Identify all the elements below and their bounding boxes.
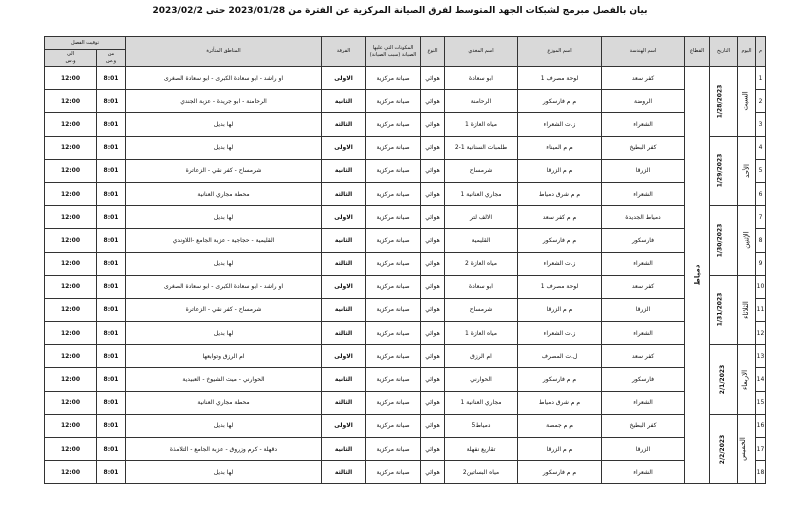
row-number: 14 [756, 368, 766, 391]
areas-cell: محطة مجاري العنانية [126, 391, 322, 414]
to-time-cell: 12:00 [45, 229, 97, 252]
day-cell [738, 136, 756, 206]
type-cell: هوائي [421, 298, 445, 321]
reason-cell: صيانة مركزية [366, 391, 421, 414]
feeder-cell: مياه العازة 1 [445, 322, 518, 345]
team-cell: الاولى [322, 136, 366, 159]
col-header-cut-time: توقيت الفصل [45, 37, 126, 50]
table-row [45, 368, 766, 391]
reason-cell: صيانة مركزية [366, 159, 421, 182]
team-cell: الثالثة [322, 461, 366, 484]
col-header-distributor: اسم الموزع [518, 37, 602, 67]
team-cell: الاولى [322, 345, 366, 368]
reason-cell: صيانة مركزية [366, 90, 421, 113]
areas-cell: او راشد - ابو سعادة الكبرى - ابو سعادة الصغرى [126, 275, 322, 298]
date-cell [710, 414, 738, 484]
day-label: الثلاثاء [742, 301, 751, 319]
type-cell: هوائي [421, 182, 445, 205]
to-unit: و.س [65, 58, 76, 64]
distributor-cell: لوحة مصرف 1 [518, 67, 602, 90]
feeder-cell: مجاري العنانية 1 [445, 182, 518, 205]
row-number: 8 [756, 229, 766, 252]
team-cell: الاولى [322, 67, 366, 90]
reason-cell: صيانة مركزية [366, 368, 421, 391]
table-row [45, 159, 766, 182]
date-label: 1/30/2023 [716, 223, 724, 258]
from-time-cell: 8:01 [97, 136, 126, 159]
date-cell [710, 67, 738, 137]
type-cell: هوائي [421, 67, 445, 90]
team-cell: الثالثة [322, 322, 366, 345]
date-cell [710, 206, 738, 276]
from-time-cell: 8:01 [97, 252, 126, 275]
distributor-cell: م م فارسكور [518, 90, 602, 113]
reason-cell: صيانة مركزية [366, 438, 421, 461]
type-cell: هوائي [421, 461, 445, 484]
team-cell: الثالثة [322, 252, 366, 275]
feeder-cell: ابو سعادة [445, 275, 518, 298]
to-time-cell: 12:00 [45, 438, 97, 461]
distributor-cell: ل.ت المصرف [518, 345, 602, 368]
col-header-team: الفرقة [322, 37, 366, 67]
row-number: 7 [756, 206, 766, 229]
areas-cell: او راشد - ابو سعادة الكبرى - ابو سعادة الصغرى [126, 67, 322, 90]
distributor-cell: م م الزرقا [518, 159, 602, 182]
engineering-cell: كفر سعد [602, 345, 685, 368]
distributor-cell: ز.ت الشعراء [518, 252, 602, 275]
col-header-to [45, 50, 97, 67]
from-time-cell: 8:01 [97, 182, 126, 205]
reason-cell: صيانة مركزية [366, 206, 421, 229]
distributor-cell: م م الزرقا [518, 298, 602, 321]
from-time-cell: 8:01 [97, 159, 126, 182]
distributor-cell: م م الميناء [518, 136, 602, 159]
col-header-n: م [756, 37, 766, 67]
date-label: 1/28/2023 [716, 84, 724, 119]
areas-cell: ام الرزق وتوابعها [126, 345, 322, 368]
type-cell: هوائي [421, 438, 445, 461]
table-row [45, 67, 766, 90]
reason-cell: صيانة مركزية [366, 298, 421, 321]
feeder-cell: الحوارني [445, 368, 518, 391]
to-time-cell: 12:00 [45, 206, 97, 229]
row-number: 3 [756, 113, 766, 136]
distributor-cell: م م كفر سعد [518, 206, 602, 229]
areas-cell: لها بديل [126, 252, 322, 275]
team-cell: الثالثة [322, 113, 366, 136]
table-row [45, 345, 766, 368]
engineering-cell: الزرقا [602, 159, 685, 182]
table-row [45, 229, 766, 252]
areas-cell: دقهلة - كرم وزروق - عزبة الجامع - التلامذة [126, 438, 322, 461]
feeder-cell: الرحامنة [445, 90, 518, 113]
team-cell: الثالثة [322, 391, 366, 414]
col-header-engineering: اسم الهندسة [602, 37, 685, 67]
reason-cell: صيانة مركزية [366, 345, 421, 368]
areas-cell: الحوارني - ميت الشيوخ - العبيدية [126, 368, 322, 391]
type-cell: هوائي [421, 345, 445, 368]
row-number: 12 [756, 322, 766, 345]
to-time-cell: 12:00 [45, 182, 97, 205]
engineering-cell: كفر البطيخ [602, 136, 685, 159]
to-time-cell: 12:00 [45, 275, 97, 298]
team-cell: الثانية [322, 438, 366, 461]
from-time-cell: 8:01 [97, 113, 126, 136]
to-time-cell: 12:00 [45, 368, 97, 391]
sector-cell [685, 67, 710, 484]
row-number: 1 [756, 67, 766, 90]
type-cell: هوائي [421, 368, 445, 391]
team-cell: الثانية [322, 229, 366, 252]
type-cell: هوائي [421, 414, 445, 437]
reason-cell: صيانة مركزية [366, 182, 421, 205]
to-time-cell: 12:00 [45, 90, 97, 113]
to-time-cell: 12:00 [45, 159, 97, 182]
feeder-cell: مياه العازة 2 [445, 252, 518, 275]
day-label: الخميس [739, 437, 748, 461]
feeder-cell: تقاريع نفهلة [445, 438, 518, 461]
table-row [45, 298, 766, 321]
distributor-cell: م م جمصة [518, 414, 602, 437]
row-number: 4 [756, 136, 766, 159]
engineering-cell: الشعراء [602, 252, 685, 275]
table-row [45, 438, 766, 461]
day-cell [738, 67, 756, 137]
areas-cell: شرمساح - كفر نقي - الزعاترة [126, 159, 322, 182]
type-cell: هوائي [421, 113, 445, 136]
engineering-cell: الشعراء [602, 182, 685, 205]
row-number: 18 [756, 461, 766, 484]
col-header-type: النوع [421, 37, 445, 67]
distributor-cell: م م فارسكور [518, 461, 602, 484]
to-label: الى [66, 51, 75, 57]
col-header-from [97, 50, 126, 67]
team-cell: الاولى [322, 275, 366, 298]
row-number: 11 [756, 298, 766, 321]
type-cell: هوائي [421, 391, 445, 414]
date-label: 2/1/2023 [718, 364, 726, 395]
distributor-cell: م م شرق دمياط [518, 391, 602, 414]
date-cell [710, 136, 738, 206]
areas-cell: شرمساح - كفر نقي - الزعاترة [126, 298, 322, 321]
from-time-cell: 8:01 [97, 298, 126, 321]
from-time-cell: 8:01 [97, 67, 126, 90]
row-number: 15 [756, 391, 766, 414]
engineering-cell: الروضة [602, 90, 685, 113]
from-unit: و.س [105, 58, 117, 64]
engineering-cell: الشعراء [602, 461, 685, 484]
reason-cell: صيانة مركزية [366, 229, 421, 252]
engineering-cell: كفر البطيخ [602, 414, 685, 437]
from-time-cell: 8:01 [97, 90, 126, 113]
date-label: 2/2/2023 [718, 434, 726, 464]
from-time-cell: 8:01 [97, 206, 126, 229]
team-cell: الاولى [322, 414, 366, 437]
feeder-cell: دمياط5 [445, 414, 518, 437]
engineering-cell: الشعراء [602, 113, 685, 136]
team-cell: الثانية [322, 159, 366, 182]
date-cell [710, 345, 738, 415]
engineering-cell: فارسكور [602, 368, 685, 391]
reason-cell: صيانة مركزية [366, 414, 421, 437]
day-cell [738, 206, 756, 276]
type-cell: هوائي [421, 136, 445, 159]
day-label: السبت [741, 91, 750, 111]
row-number: 10 [756, 275, 766, 298]
type-cell: هوائي [421, 90, 445, 113]
table-row [45, 461, 766, 484]
from-time-cell: 8:01 [97, 229, 126, 252]
feeder-cell: القليمية [445, 229, 518, 252]
distributor-cell: ز.ت الشعراء [518, 113, 602, 136]
distributor-cell: م م شرق دمياط [518, 182, 602, 205]
feeder-cell: شرمساح [445, 298, 518, 321]
from-time-cell: 8:01 [97, 322, 126, 345]
to-time-cell: 12:00 [45, 391, 97, 414]
areas-cell: لها بديل [126, 206, 322, 229]
table-row [45, 90, 766, 113]
to-time-cell: 12:00 [45, 461, 97, 484]
col-header-areas: المناطق المتأثرة [126, 37, 322, 67]
distributor-cell: م م فارسكور [518, 229, 602, 252]
areas-cell: لها بديل [126, 461, 322, 484]
feeder-cell: الالف لتر [445, 206, 518, 229]
feeder-cell: مياه البساتين2 [445, 461, 518, 484]
type-cell: هوائي [421, 159, 445, 182]
col-header-date: التاريخ [710, 37, 738, 67]
date-label: 1/29/2023 [716, 154, 724, 188]
day-label: الإثنين [742, 231, 751, 250]
col-header-day: اليوم [738, 37, 756, 67]
feeder-cell: مجاري العنانية 1 [445, 391, 518, 414]
reason-cell: صيانة مركزية [366, 113, 421, 136]
distributor-cell: لوحة مصرف 1 [518, 275, 602, 298]
distributor-cell: م م فارسكور [518, 368, 602, 391]
to-time-cell: 12:00 [45, 67, 97, 90]
team-cell: الاولى [322, 206, 366, 229]
reason-cell: صيانة مركزية [366, 67, 421, 90]
reason-cell: صيانة مركزية [366, 136, 421, 159]
engineering-cell: فارسكور [602, 229, 685, 252]
to-time-cell: 12:00 [45, 414, 97, 437]
table-row [45, 136, 766, 159]
type-cell: هوائي [421, 252, 445, 275]
table-row [45, 322, 766, 345]
to-time-cell: 12:00 [45, 113, 97, 136]
areas-cell: لها بديل [126, 136, 322, 159]
table-row [45, 182, 766, 205]
reason-cell: صيانة مركزية [366, 252, 421, 275]
to-time-cell: 12:00 [45, 298, 97, 321]
from-time-cell: 8:01 [97, 414, 126, 437]
feeder-cell: شرمساح [445, 159, 518, 182]
areas-cell: الرحامنة - ابو جريدة - عزبة الجندي [126, 90, 322, 113]
areas-cell: القليمية - حجاجية - عزبة الجامع -اللاوندي [126, 229, 322, 252]
engineering-cell: الشعراء [602, 322, 685, 345]
team-cell: الثانية [322, 298, 366, 321]
team-cell: الثالثة [322, 182, 366, 205]
schedule-body [45, 67, 766, 484]
feeder-cell: طلمبات السنانية 1-2 [445, 136, 518, 159]
reason-cell: صيانة مركزية [366, 275, 421, 298]
team-cell: الثانية [322, 368, 366, 391]
type-cell: هوائي [421, 275, 445, 298]
team-cell: الثانية [322, 90, 366, 113]
table-row [45, 113, 766, 136]
engineering-cell: كفر سعد [602, 275, 685, 298]
table-row [45, 414, 766, 437]
reason-cell: صيانة مركزية [366, 461, 421, 484]
row-number: 9 [756, 252, 766, 275]
document-title: بيان بالفصل مبرمج لشبكات الجهد المتوسط لفرق الصيانة المركزية عن الفترة من 2023/01/28 حتى 2023/02/2 [152, 6, 648, 16]
table-row [45, 275, 766, 298]
table-row [45, 206, 766, 229]
from-time-cell: 8:01 [97, 438, 126, 461]
engineering-cell: دمياط الجديدة [602, 206, 685, 229]
reason-cell: صيانة مركزية [366, 322, 421, 345]
from-time-cell: 8:01 [97, 461, 126, 484]
engineering-cell: الزرقا [602, 438, 685, 461]
areas-cell: لها بديل [126, 322, 322, 345]
areas-cell: لها بديل [126, 113, 322, 136]
distributor-cell: ز.ت الشعراء [518, 322, 602, 345]
feeder-cell: ابو سعادة [445, 67, 518, 90]
engineering-cell: كفر سعد [602, 67, 685, 90]
date-cell [710, 275, 738, 345]
to-time-cell: 12:00 [45, 345, 97, 368]
schedule-table [44, 36, 766, 484]
from-time-cell: 8:01 [97, 391, 126, 414]
row-number: 16 [756, 414, 766, 437]
feeder-cell: ام الرزق [445, 345, 518, 368]
day-cell [738, 345, 756, 415]
type-cell: هوائي [421, 206, 445, 229]
day-cell [738, 275, 756, 345]
to-time-cell: 12:00 [45, 252, 97, 275]
to-time-cell: 12:00 [45, 136, 97, 159]
row-number: 6 [756, 182, 766, 205]
areas-cell: محطة مجاري العنانية [126, 182, 322, 205]
type-cell: هوائي [421, 322, 445, 345]
sector-label: دمياط [693, 264, 701, 286]
engineering-cell: الزرقا [602, 298, 685, 321]
day-cell [738, 414, 756, 484]
table-row [45, 252, 766, 275]
areas-cell: لها بديل [126, 414, 322, 437]
row-number: 5 [756, 159, 766, 182]
to-time-cell: 12:00 [45, 322, 97, 345]
day-label: الاربعاء [740, 369, 749, 390]
from-label: من [107, 51, 115, 57]
feeder-cell: مياه العازة 1 [445, 113, 518, 136]
col-header-sector: القطاع [685, 37, 710, 67]
table-row [45, 391, 766, 414]
row-number: 2 [756, 90, 766, 113]
from-time-cell: 8:01 [97, 275, 126, 298]
date-label: 1/31/2023 [716, 293, 724, 327]
day-label: الأحد [742, 163, 751, 178]
col-header-feeder: اسم المغذي [445, 37, 518, 67]
row-number: 13 [756, 345, 766, 368]
from-time-cell: 8:01 [97, 345, 126, 368]
col-header-reason: المكونات التي عليها الصيانة (سبب الصيانة) [366, 37, 421, 67]
from-time-cell: 8:01 [97, 368, 126, 391]
engineering-cell: الشعراء [602, 391, 685, 414]
type-cell: هوائي [421, 229, 445, 252]
row-number: 17 [756, 438, 766, 461]
distributor-cell: م م الزرقا [518, 438, 602, 461]
